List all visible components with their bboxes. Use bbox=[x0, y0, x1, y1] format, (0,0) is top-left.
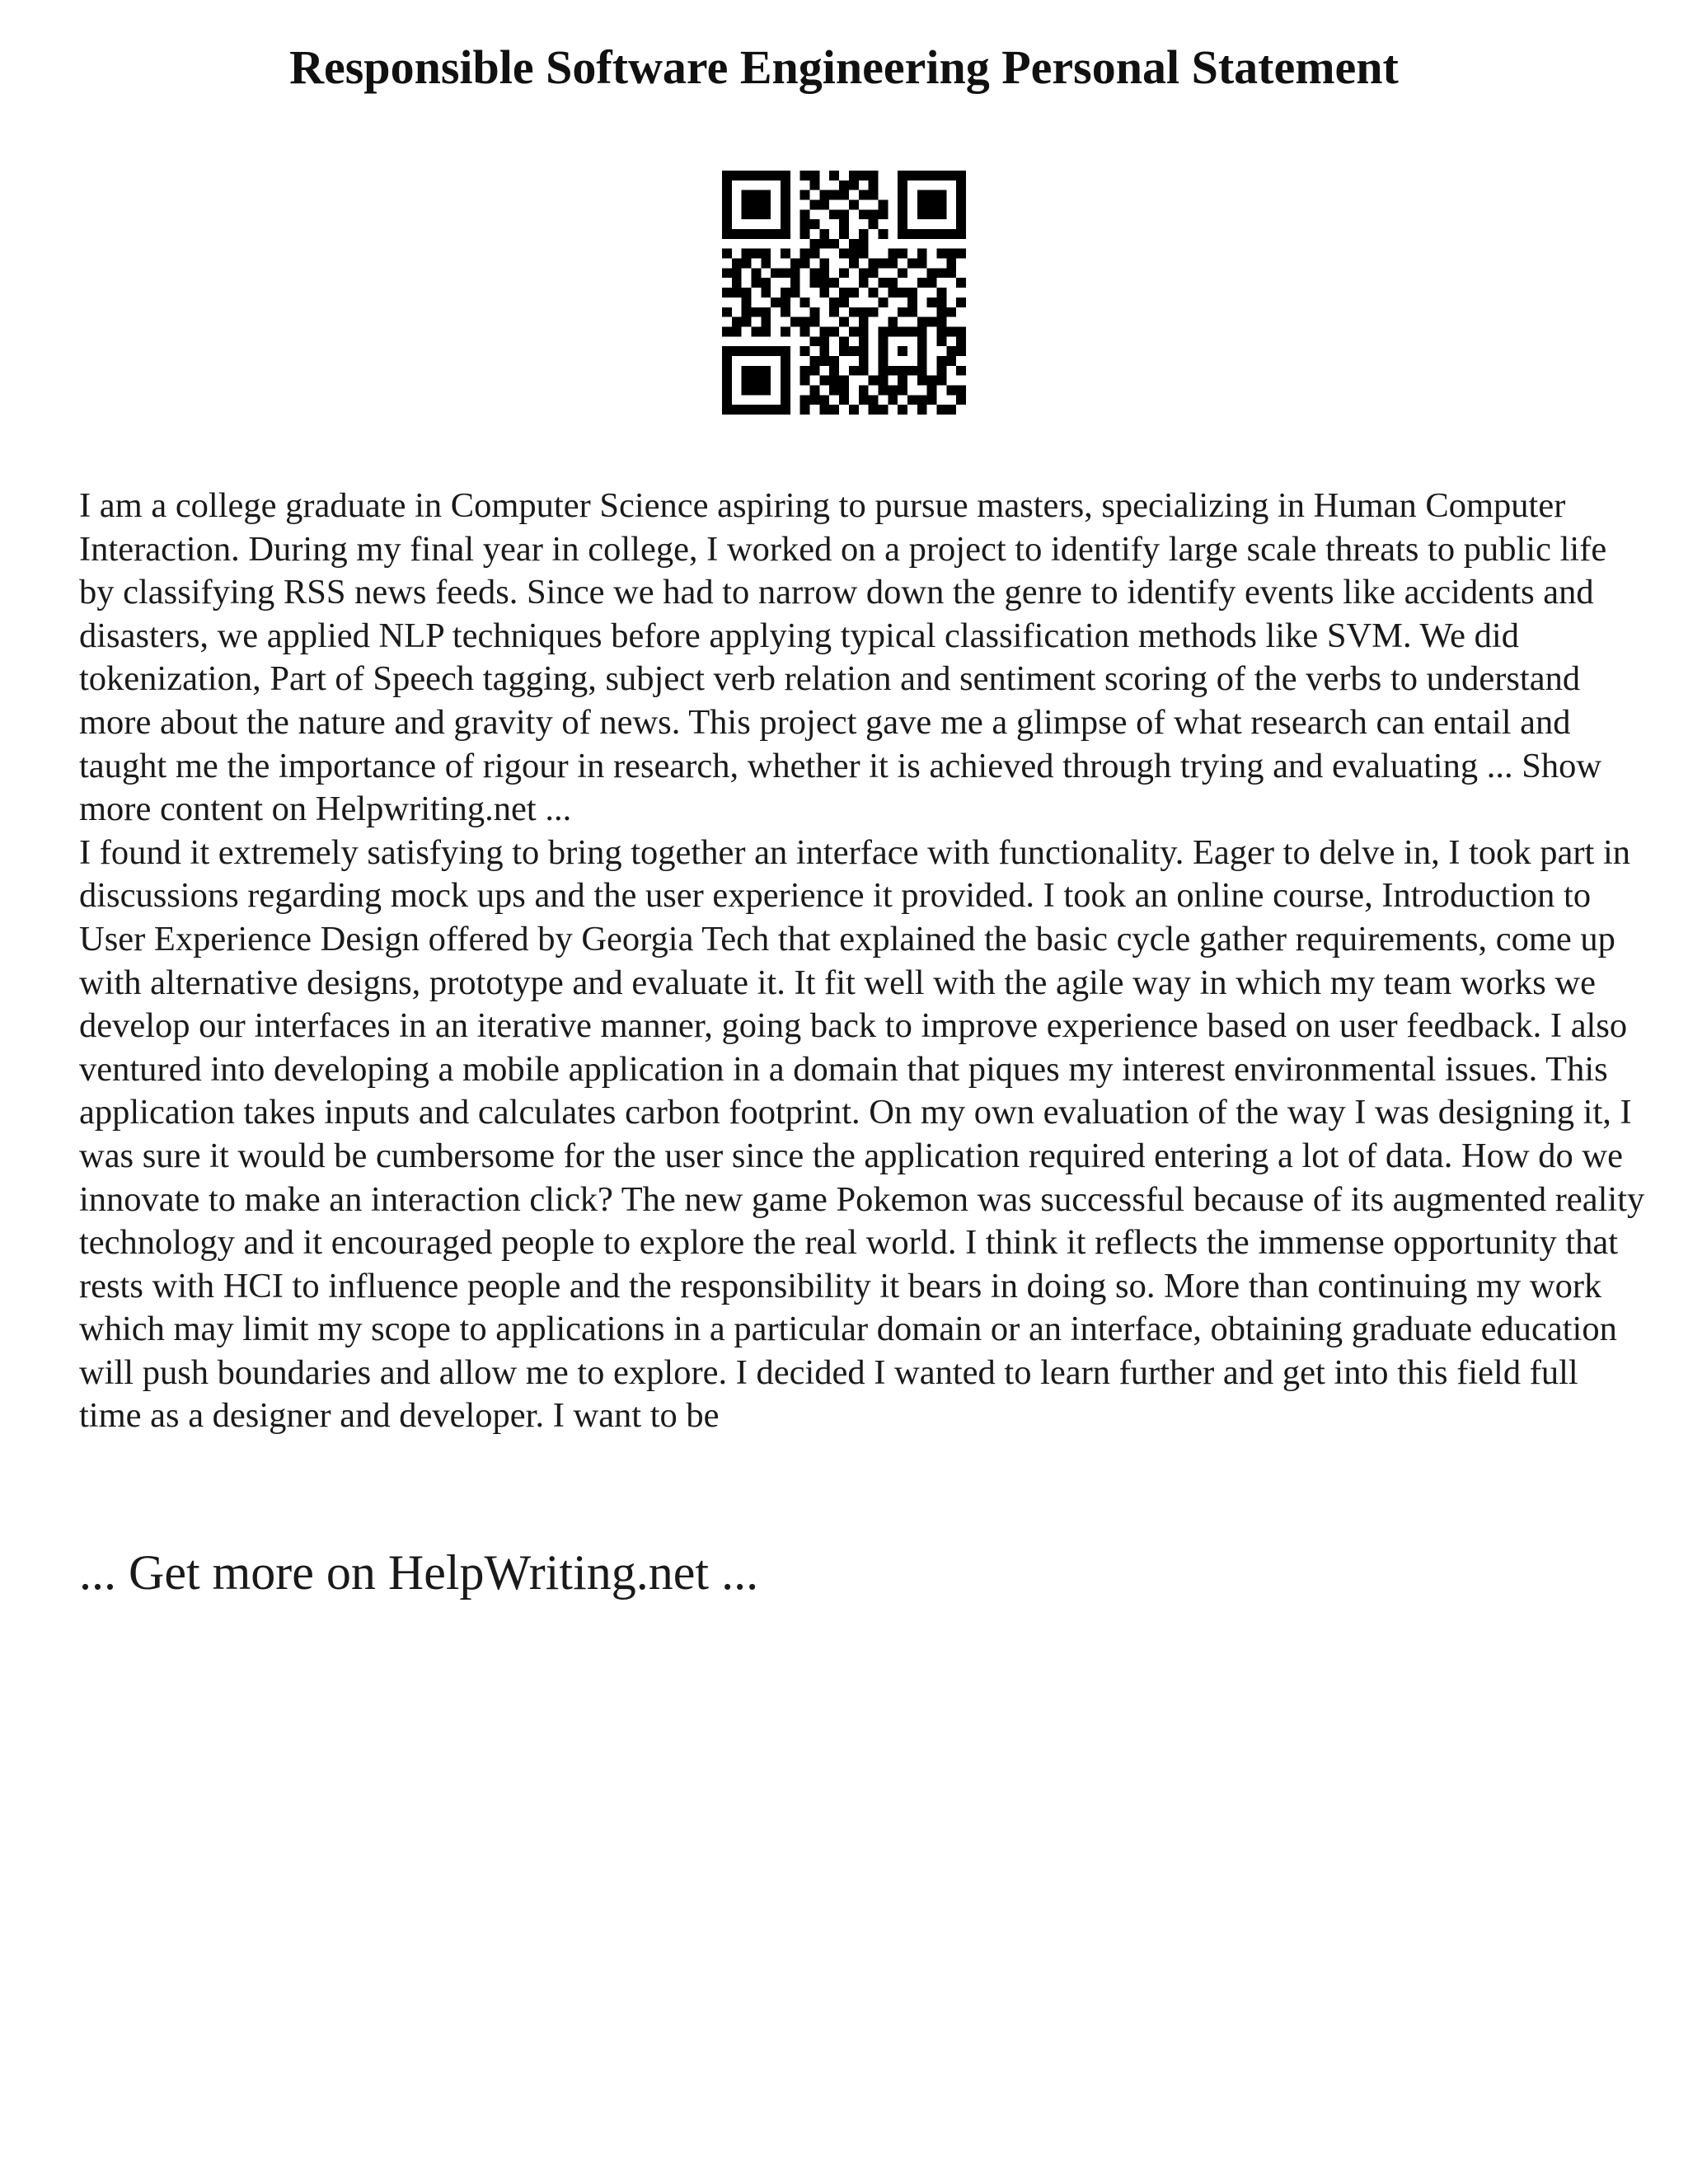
qr-code-icon bbox=[722, 171, 966, 415]
get-more-link[interactable]: ... Get more on HelpWriting.net ... bbox=[79, 1545, 759, 1600]
paragraph-1: I am a college graduate in Computer Science aspiring to pursue masters, specializing in Human Computer Interaction. During my final year in college, I worked on a project to identify large scale threats to public life by classifying RSS news feeds. Since we had to narrow down the genre to identify events like accidents and disasters, we applied NLP techniques before applying typical classification methods like SVM. We did tokenization, Part of Speech tagging, subject verb relation and sentiment scoring of the verbs to understand more about the nature and gravity of news. This project gave me a glimpse of what research can entail and taught me the importance of rigour in research, whether it is achieved through trying and evaluating ... Show more content on Helpwriting.net ... bbox=[79, 486, 1607, 829]
paragraph-2: I found it extremely satisfying to bring together an interface with functionality. Eager to delve in, I took part in discussions regarding mock ups and the user experience it provided. I took an online course, Introduction to User Experience Design offered by Georgia Tech that explained the basic cycle gather requirements, come up with alternative designs, prototype and evaluate it. It fit well with the agile way in which my team works we develop our interfaces in an iterative manner, going back to improve experience based on user feedback. I also ventured into developing a mobile application in a domain that piques my interest environmental issues. This application takes inputs and calculates carbon footprint. On my own evaluation of the way I was designing it, I was sure it would be cumbersome for the user since the application required entering a lot of data. How do we innovate to make an interaction click? The new game Pokemon was successful because of its augmented reality technology and it encouraged people to explore the real world. I think it reflects the immense opportunity that rests with HCI to influence people and the responsibility it bears in doing so. More than continuing my work which may limit my scope to applications in a particular domain or an interface, obtaining graduate education will push boundaries and allow me to explore. I decided I wanted to learn further and get into this field full time as a designer and developer. I want to be bbox=[79, 832, 1645, 1436]
page-title: Responsible Software Engineering Personal Statement bbox=[289, 40, 1399, 94]
statement-body bbox=[79, 485, 1645, 1438]
